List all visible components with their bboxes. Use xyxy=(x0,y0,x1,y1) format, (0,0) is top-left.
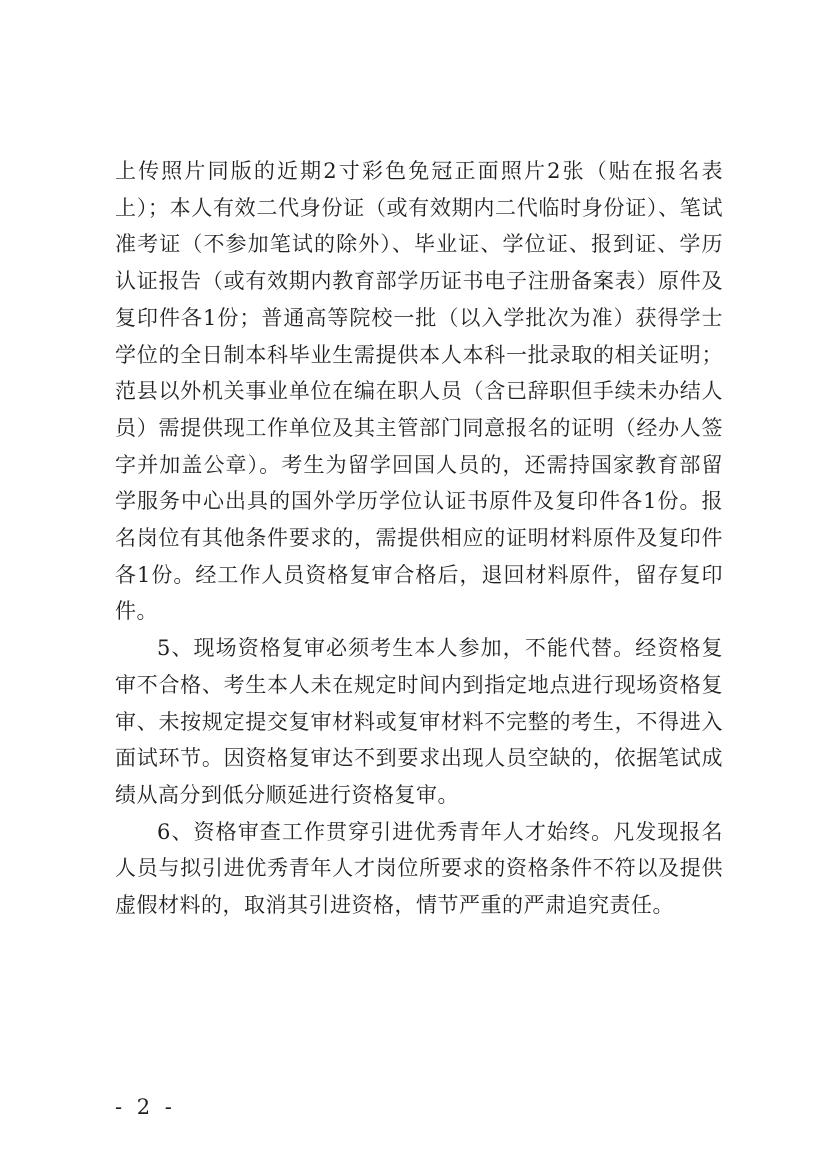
paragraph-item-5: 5、现场资格复审必须考生本人参加，不能代替。经资格复审不合格、考生本人未在规定时间内到指定地点进行现场资格复审、未按规定提交复审材料或复审材料不完整的考生，不得进入面试环节。因资格复审达不到要求出现人员空缺的，依据笔试成绩从高分到低分顺延进行资格复审。 xyxy=(115,636,723,807)
document-body xyxy=(115,153,723,924)
page-number: - 2 - xyxy=(115,1095,176,1119)
paragraph-item-6: 6、资格审查工作贯穿引进优秀青年人才始终。凡发现报名人员与拟引进优秀青年人才岗位所要求的资格条件不符以及提供虚假材料的，取消其引进资格，情节严重的严肃追究责任。 xyxy=(115,819,723,918)
paragraph-materials: 上传照片同版的近期2寸彩色免冠正面照片2张（贴在报名表上）；本人有效二代身份证（或有效期内二代临时身份证）、笔试准考证（不参加笔试的除外）、毕业证、学位证、报到证、学历认证报告（或有效期内教育部学历证书电子注册备案表）原件及复印件各1份；普通高等院校一批（以入学批次为准）获得学士学位的全日制本科毕业生需提供本人本科一批录取的相关证明；范县以外机关事业单位在编在职人员（含已辞职但手续未办结人员）需提供现工作单位及其主管部门同意报名的证明（经办人签字并加盖公章）。考生为留学回国人员的，还需持国家教育部留学服务中心出具的国外学历学位认证书原件及复印件各1份。报名岗位有其他条件要求的，需提供相应的证明材料原件及复印件各1份。经工作人员资格复审合格后，退回材料原件，留存复印件。 xyxy=(115,159,723,624)
